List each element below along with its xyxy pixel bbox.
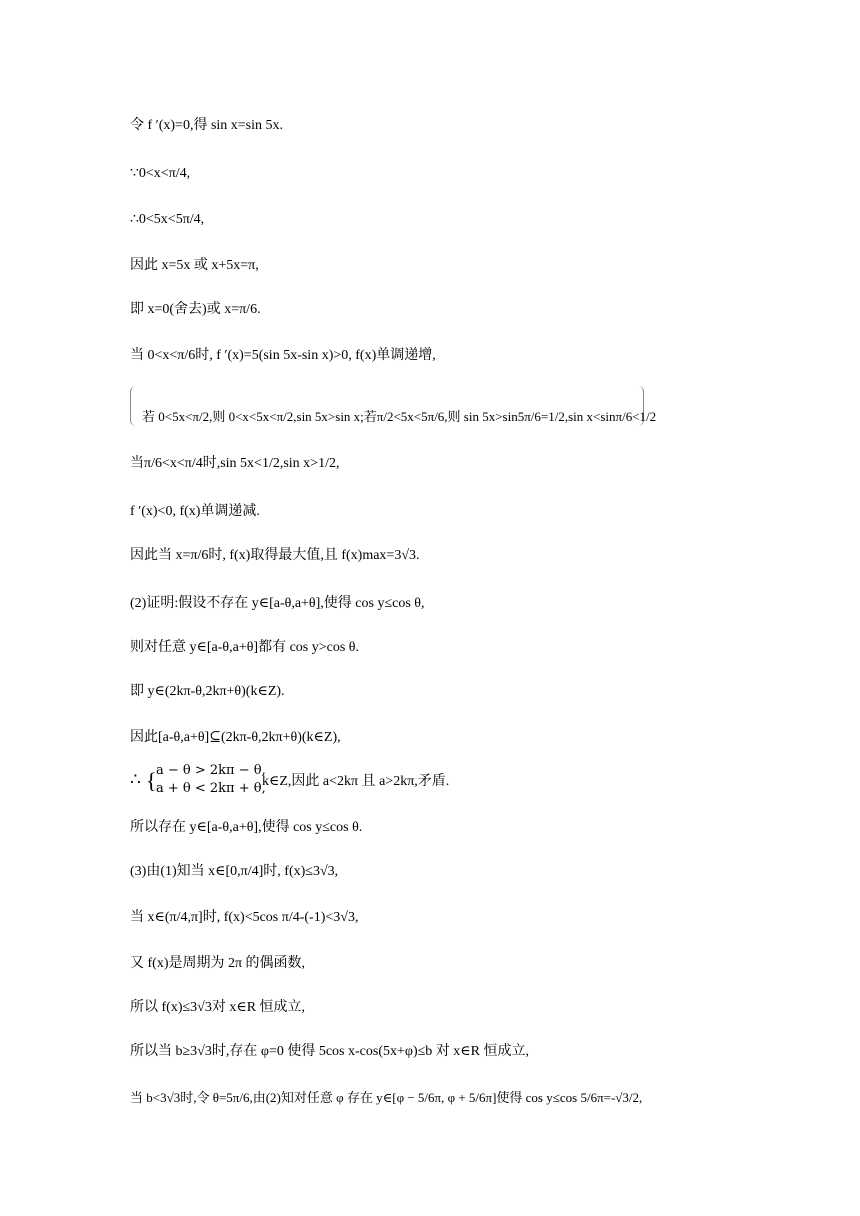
text-line-19: 又 f(x)是周期为 2π 的偶函数, xyxy=(130,956,306,971)
text-line-9: f ′(x)<0, f(x)单调递减. xyxy=(130,504,260,519)
text-line-13: 即 y∈(2kπ-θ,2kπ+θ)(k∈Z). xyxy=(130,684,285,699)
text-line-1: 令 f ′(x)=0,得 sin x=sin 5x. xyxy=(130,118,284,133)
case-brace: { xyxy=(146,768,157,793)
text-line-21: 所以当 b≥3√3时,存在 φ=0 使得 5cos x-cos(5x+φ)≤b 对 x∈R 恒成立, xyxy=(130,1044,530,1059)
text-line-22: 当 b<3√3时,令 θ=5π/6,由(2)知对任意 φ 存在 y∈[φ − 5/6π, φ + 5/6π]使得 cos y≤cos 5/6π=-√3/2, xyxy=(130,1090,643,1105)
text-line-7: 若 0<5x<π/2,则 0<x<5x<π/2,sin 5x>sin x;若π/2<5x<5π/6,则 sin 5x>sin5π/6=1/2,sin x<sinπ/6<1/2 xyxy=(142,409,657,424)
text-line-3: ∴0<5x<5π/4, xyxy=(130,212,205,227)
text-line-4: 因此 x=5x 或 x+5x=π, xyxy=(130,258,259,273)
text-line-15: k∈Z,因此 a<2kπ 且 a>2kπ,矛盾. xyxy=(262,774,450,789)
text-line-17: (3)由(1)知当 x∈[0,π/4]时, f(x)≤3√3, xyxy=(130,864,339,879)
text-line-8: 当π/6<x<π/4时,sin 5x<1/2,sin x>1/2, xyxy=(130,456,340,471)
text-line-16: 所以存在 y∈[a-θ,a+θ],使得 cos y≤cos θ. xyxy=(130,820,363,835)
case-row-2: a + θ < 2kπ + θ, xyxy=(156,781,266,796)
text-line-10: 因此当 x=π/6时, f(x)取得最大值,且 f(x)max=3√3. xyxy=(130,548,420,563)
case-row-1: a − θ > 2kπ − θ, xyxy=(156,763,266,778)
therefore-symbol: ∴ xyxy=(130,770,141,789)
text-line-20: 所以 f(x)≤3√3对 x∈R 恒成立, xyxy=(130,1000,306,1015)
text-line-2: ∵0<x<π/4, xyxy=(130,166,191,181)
text-line-6: 当 0<x<π/6时, f ′(x)=5(sin 5x-sin x)>0, f(x)单调递增, xyxy=(130,348,436,363)
text-line-5: 即 x=0(舍去)或 x=π/6. xyxy=(130,302,261,317)
text-line-11: (2)证明:假设不存在 y∈[a-θ,a+θ],使得 cos y≤cos θ, xyxy=(130,596,425,611)
text-line-18: 当 x∈(π/4,π]时, f(x)<5cos π/4-(-1)<3√3, xyxy=(130,910,359,925)
text-line-14: 因此[a-θ,a+θ]⊆(2kπ-θ,2kπ+θ)(k∈Z), xyxy=(130,730,341,745)
text-line-12: 则对任意 y∈[a-θ,a+θ]都有 cos y>cos θ. xyxy=(130,640,360,655)
